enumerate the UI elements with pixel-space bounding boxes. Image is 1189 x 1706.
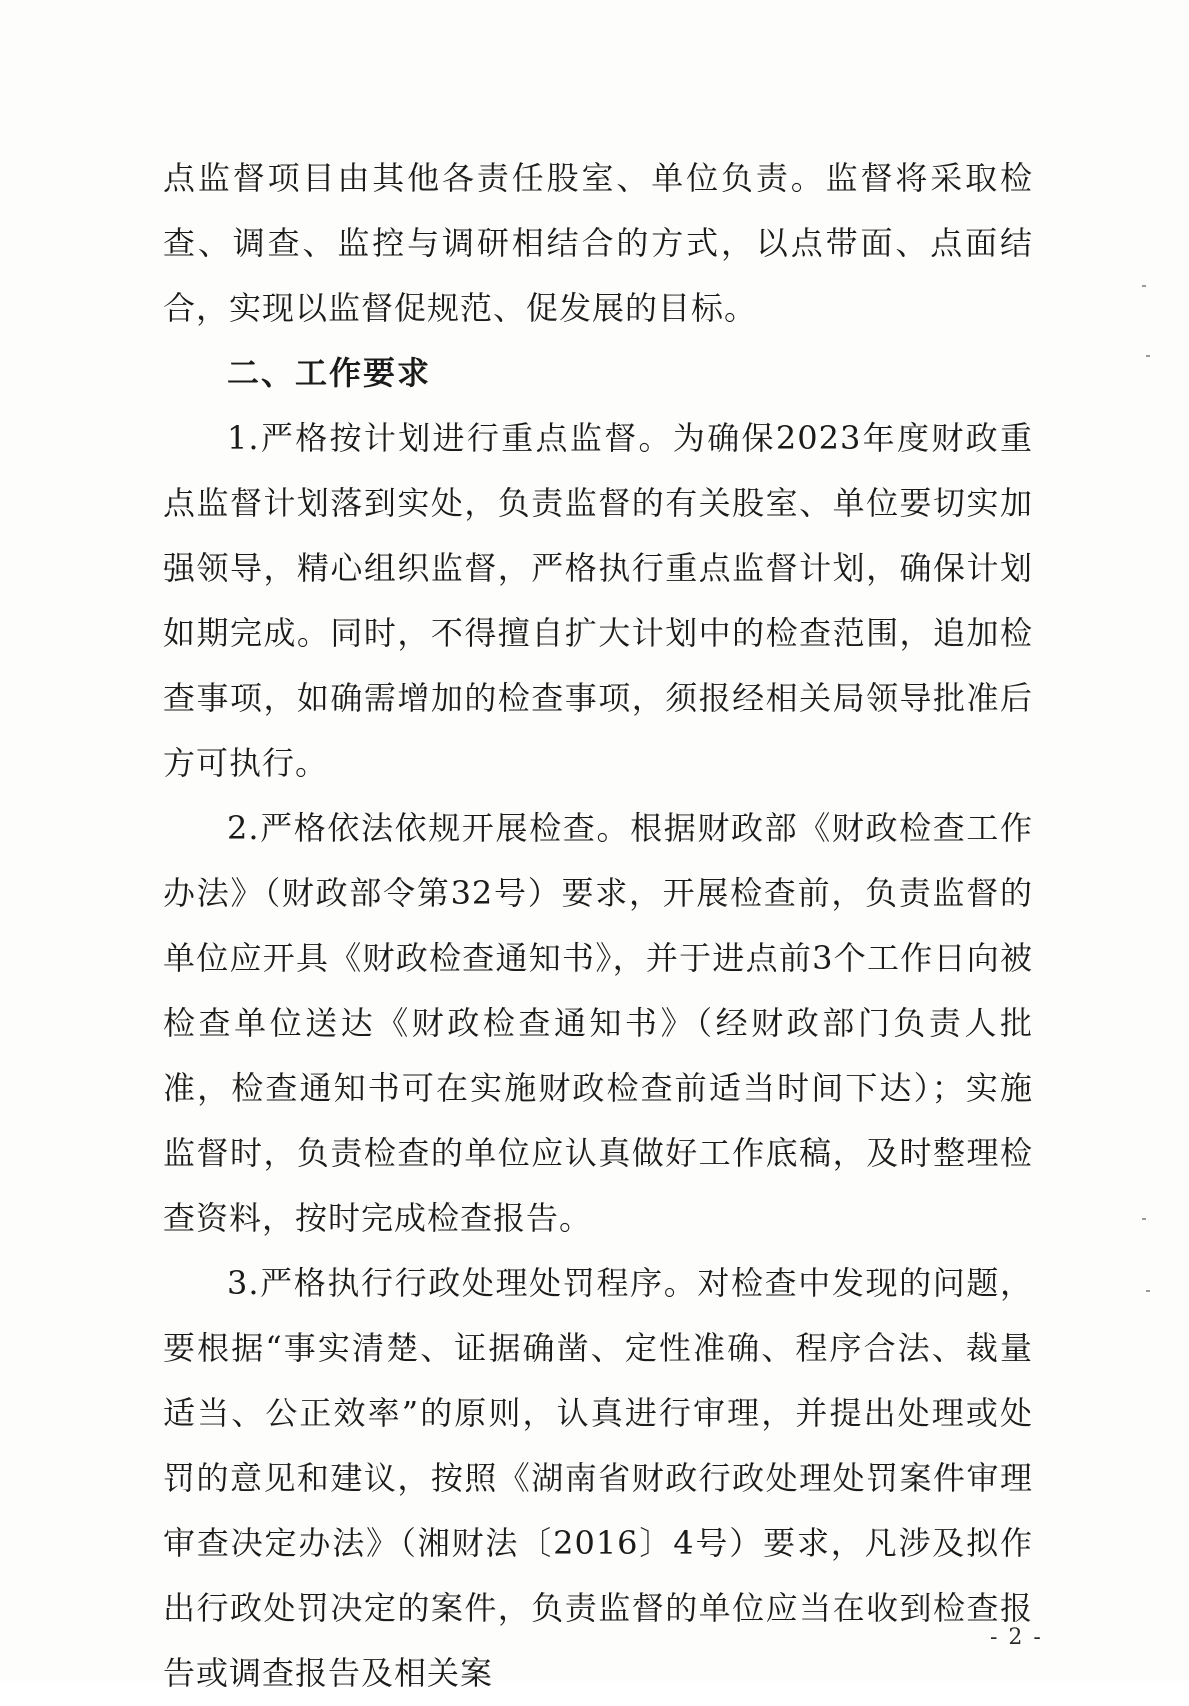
paragraph-requirement-3: 3.严格执行行政处理处罚程序。对检查中发现的问题，要根据“事实清楚、证据确凿、定性准确、程序合法、裁量适当、公正效率”的原则，认真进行审理，并提出处理或处罚的意见和建议，按照《湖南省财政行政处理处罚案件审理审查决定办法》（湘财法〔2016〕4号）要求，凡涉及拟作出行政处罚决定的案件，负责监督的单位应当在收到检查报告或调查报告及相关案: [163, 1264, 1033, 1692]
scan-artifact: [1146, 1290, 1150, 1292]
paragraph-requirement-2: 2.严格依法依规开展检查。根据财政部《财政检查工作办法》（财政部令第32号）要求，开展检查前，负责监督的单位应开具《财政检查通知书》，并于进点前3个工作日向被检查单位送达《财政检查通知书》（经财政部门负责人批准，检查通知书可在实施财政检查前适当时间下达）；实施监督时，负责检查的单位应认真做好工作底稿，及时整理检查资料，按时完成检查报告。: [163, 809, 1033, 1237]
paragraph-requirement-1: 1.严格按计划进行重点监督。为确保2023年度财政重点监督计划落到实处，负责监督的有关股室、单位要切实加强领导，精心组织监督，严格执行重点监督计划，确保计划如期完成。同时，不得擅自扩大计划中的检查范围，追加检查事项，如确需增加的检查事项，须报经相关局领导批准后方可执行。: [163, 419, 1033, 782]
page-number: - 2 -: [990, 1625, 1043, 1650]
paragraph-continuation: 点监督项目由其他各责任股室、单位负责。监督将采取检查、调查、监控与调研相结合的方式，以点带面、点面结合，实现以监督促规范、促发展的目标。: [163, 159, 1033, 327]
scan-artifact: [1142, 1218, 1146, 1220]
document-body: [163, 146, 1033, 1706]
scan-artifact: [1142, 285, 1146, 287]
section-heading-work-requirements: 二、工作要求: [227, 354, 432, 392]
scan-artifact: [1146, 355, 1150, 357]
